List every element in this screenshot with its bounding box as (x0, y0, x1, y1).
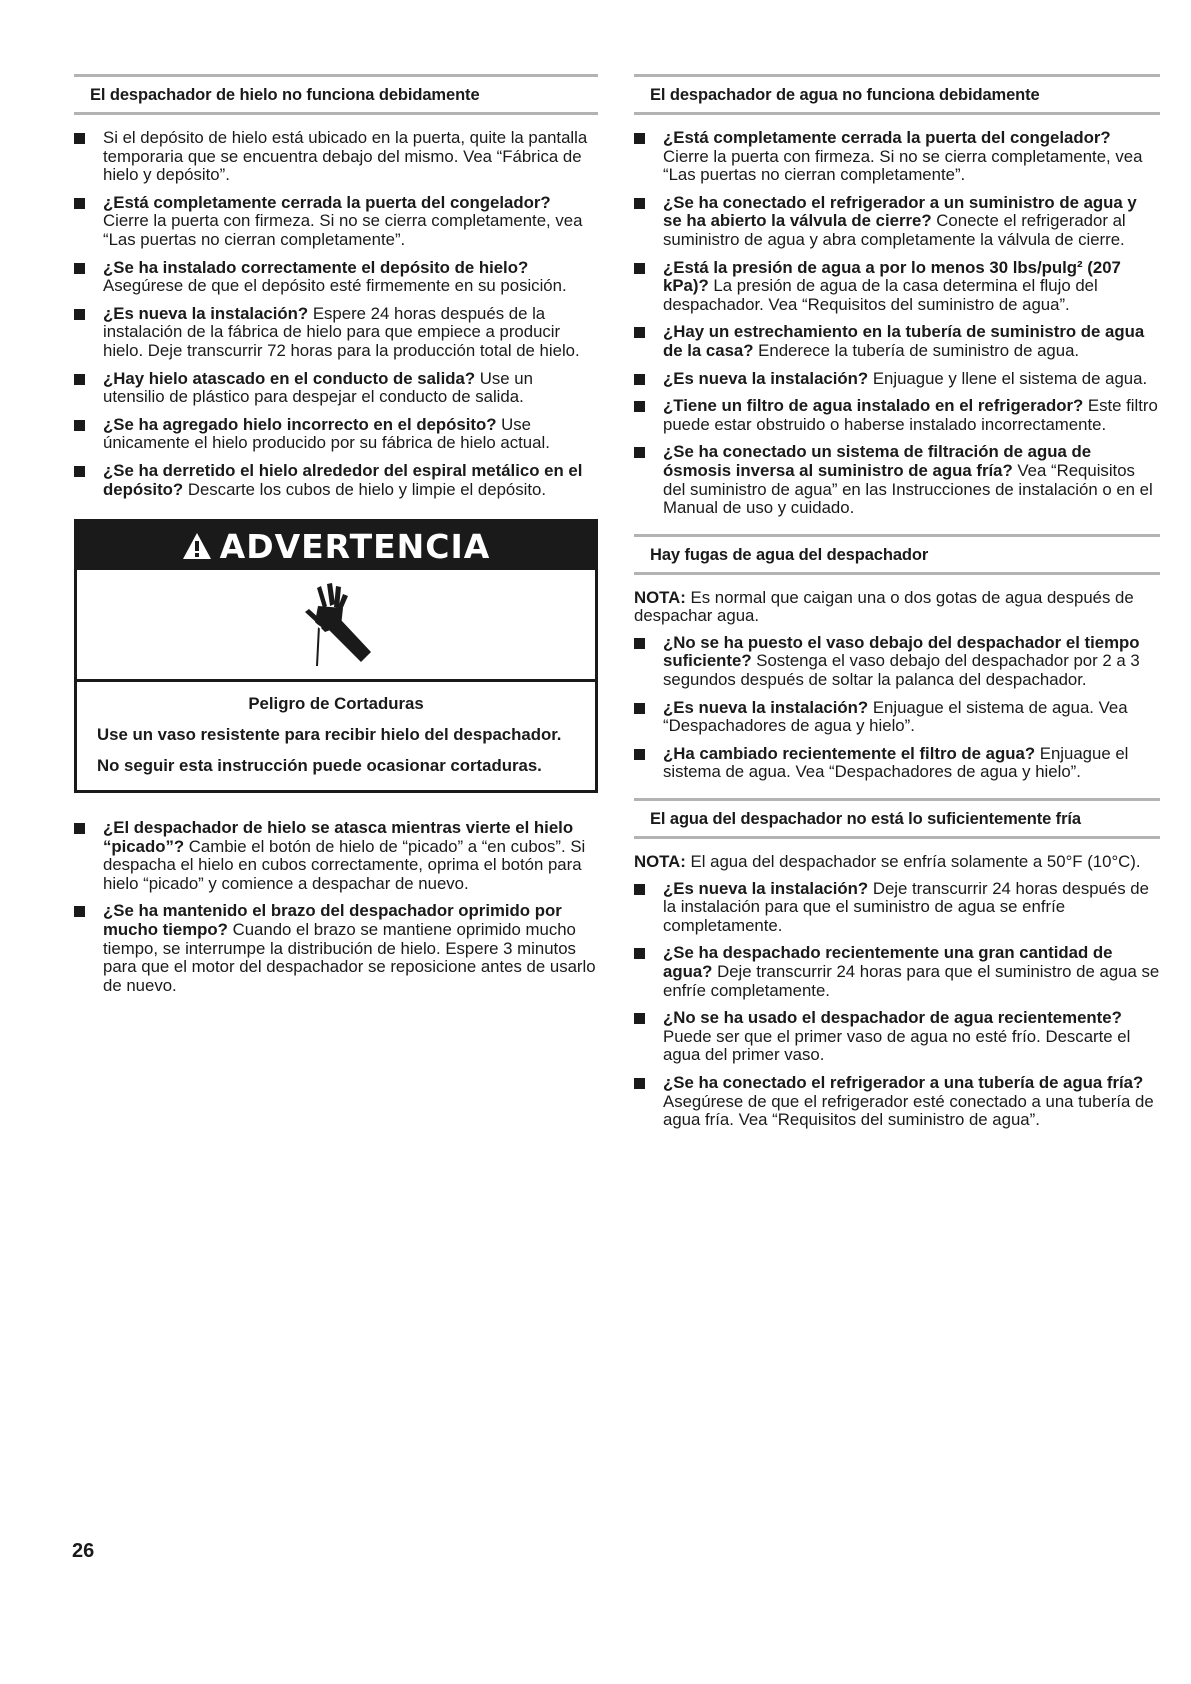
item-question: ¿Hay un estrechamiento en la tubería de suministro de agua de la casa? (663, 322, 1145, 360)
hand-cut-hazard-icon (291, 582, 381, 668)
item-list (634, 129, 1160, 518)
list-item (634, 699, 1160, 736)
list-item (74, 902, 598, 995)
item-question: ¿Se ha agregado hielo incorrecto en el depósito? (103, 414, 497, 434)
list-item (634, 634, 1160, 690)
list-item (634, 1009, 1160, 1065)
note-text: El agua del despachador se enfría solamente a 50°F (10°C). (685, 852, 1141, 872)
item-text: Conecte el refrigerador al suministro de agua y abra completamente la válvula de cierre. (663, 211, 1126, 249)
item-text: Use un utensilio de plástico para despejar el conducto de salida. (103, 368, 533, 407)
square-bullet-icon (74, 309, 85, 320)
page-number: 26 (72, 1540, 95, 1562)
list-item (74, 129, 598, 185)
item-text: La presión de agua de la casa determina el flujo del despachador. Vea “Requisitos del suministro de agua”. (663, 276, 1098, 314)
list-item (74, 370, 598, 407)
item-question: ¿Se ha derretido el hielo alrededor del espiral metálico en el depósito? (103, 460, 583, 499)
section-heading: Hay fugas de agua del despachador (634, 534, 1160, 575)
note (634, 589, 1160, 626)
square-bullet-icon (634, 1078, 645, 1089)
square-bullet-icon (634, 884, 645, 895)
square-bullet-icon (634, 948, 645, 959)
section-heading: El despachador de hielo no funciona debidamente (74, 74, 598, 115)
item-text: Este filtro puede estar obstruido o haberse instalado incorrectamente. (663, 396, 1158, 434)
list-item (74, 194, 598, 250)
list-item (634, 129, 1160, 185)
item-question: ¿El despachador de hielo se atasca mientras vierte el hielo “picado”? (103, 818, 574, 856)
item-question: ¿Tiene un filtro de agua instalado en el refrigerador? (663, 396, 1084, 416)
square-bullet-icon (634, 198, 645, 209)
square-bullet-icon (634, 1013, 645, 1024)
note-text: Es normal que caigan una o dos gotas de agua después de despachar agua. (634, 587, 1134, 626)
item-question: ¿No se ha puesto el vaso debajo del despachador el tiempo suficiente? (663, 632, 1140, 671)
item-list (74, 129, 598, 499)
item-text: Vea “Requisitos del suministro de agua” en las Instrucciones de instalación o en el Manual de uso y cuidado. (663, 460, 1153, 518)
warning-box (74, 519, 598, 793)
item-text: Si el depósito de hielo está ubicado en la puerta, quite la pantalla temporaria que se encuentra debajo del mismo. Vea “Fábrica de hielo y depósito”. (103, 128, 588, 185)
note-label: NOTA: (634, 852, 686, 872)
list-item (634, 1074, 1160, 1130)
note (634, 853, 1160, 872)
item-text: Espere 24 horas después de la instalación de la fábrica de hielo para que empiece a producir hielo. Deje transcurrir 72 horas para la producción total de hielo. (103, 303, 580, 360)
list-item (634, 323, 1160, 360)
square-bullet-icon (74, 133, 85, 144)
item-question: ¿Se ha conectado el refrigerador a una tubería de agua fría? (663, 1072, 1144, 1092)
list-item (634, 745, 1160, 782)
item-question: ¿Es nueva la instalación? (663, 697, 869, 717)
square-bullet-icon (74, 374, 85, 385)
right-column (634, 74, 1160, 1146)
list-item (634, 194, 1160, 250)
item-question: ¿Está completamente cerrada la puerta del congelador? (103, 192, 551, 212)
list-item (634, 443, 1160, 517)
section-water-dispenser (634, 74, 1160, 518)
item-question: ¿Se ha mantenido el brazo del despachador oprimido por mucho tiempo? (103, 901, 562, 940)
item-text: Descarte los cubos de hielo y limpie el depósito. (183, 479, 547, 499)
item-text: Deje transcurrir 24 horas después de la instalación para que el suministro de agua se enfríe completamente. (663, 878, 1149, 935)
square-bullet-icon (74, 420, 85, 431)
list-item (634, 259, 1160, 315)
item-question: ¿Ha cambiado recientemente el filtro de agua? (663, 743, 1036, 763)
list-item (74, 305, 598, 361)
square-bullet-icon (634, 327, 645, 338)
square-bullet-icon (74, 263, 85, 274)
item-question: ¿Se ha despachado recientemente una gran cantidad de agua? (663, 943, 1113, 981)
square-bullet-icon (634, 447, 645, 458)
item-text: Asegúrese de que el refrigerador esté conectado a una tubería de agua fría. Vea “Requisitos del suministro de agua”. (663, 1091, 1154, 1130)
section-ice-dispenser (74, 74, 598, 499)
item-question: ¿No se ha usado el despachador de agua recientemente? (663, 1008, 1122, 1028)
square-bullet-icon (634, 749, 645, 760)
section-water-not-cold (634, 798, 1160, 1130)
list-item (634, 880, 1160, 936)
warning-title: ADVERTENCIA (219, 526, 491, 566)
item-question: ¿Es nueva la instalación? (663, 368, 869, 388)
square-bullet-icon (74, 466, 85, 477)
item-text: Cambie el botón de hielo de “picado” a “en cubos”. Si despacha el hielo en cubos correctamente, oprima el botón para hielo “picado” y comience a despachar de nuevo. (103, 836, 586, 893)
item-list (634, 634, 1160, 782)
item-text: Asegúrese de que el depósito esté firmemente en su posición. (103, 276, 567, 296)
list-item (74, 416, 598, 453)
item-text: Enderece la tubería de suministro de agua. (753, 340, 1080, 360)
list-item (634, 944, 1160, 1000)
item-question: ¿Se ha instalado correctamente el depósito de hielo? (103, 257, 529, 277)
square-bullet-icon (74, 906, 85, 917)
warning-subtitle: Peligro de Cortaduras (248, 694, 424, 714)
item-text: Puede ser que el primer vaso de agua no esté frío. Descarte el agua del primer vaso. (663, 1026, 1131, 1065)
item-question: ¿Se ha conectado un sistema de filtración de agua de ósmosis inversa al suministro de agua fría? (663, 442, 1092, 480)
section-heading: El despachador de agua no funciona debidamente (634, 74, 1160, 115)
section-ice-dispenser-continued (74, 819, 598, 995)
item-text: Enjuague el sistema de agua. Vea “Despachadores de agua y hielo”. (663, 743, 1129, 782)
warning-text: Use un vaso resistente para recibir hielo del despachador. (97, 725, 562, 745)
square-bullet-icon (634, 638, 645, 649)
item-list (634, 880, 1160, 1130)
item-text: Sostenga el vaso debajo del despachador por 2 a 3 segundos después de soltar la palanca del despachador. (663, 651, 1140, 690)
square-bullet-icon (634, 263, 645, 274)
item-text: Cierre la puerta con firmeza. Si no se cierra completamente, vea “Las puertas no cierran completamente”. (103, 211, 583, 249)
item-question: ¿Es nueva la instalación? (663, 878, 869, 898)
square-bullet-icon (74, 198, 85, 209)
item-text: Enjuague y llene el sistema de agua. (868, 368, 1148, 388)
item-text: Cierre la puerta con firmeza. Si no se cierra completamente, vea “Las puertas no cierran completamente”. (663, 146, 1143, 185)
item-question: ¿Se ha conectado el refrigerador a un suministro de agua y se ha abierto la válvula de cierre? (663, 192, 1137, 231)
item-list (74, 819, 598, 995)
list-item (74, 819, 598, 893)
item-question: ¿Está completamente cerrada la puerta del congelador? (663, 128, 1111, 147)
square-bullet-icon (74, 823, 85, 834)
warning-body (77, 682, 595, 790)
list-item (634, 397, 1160, 434)
square-bullet-icon (634, 133, 645, 144)
warning-image (77, 570, 595, 682)
square-bullet-icon (634, 401, 645, 412)
item-text: Enjuague el sistema de agua. Vea “Despachadores de agua y hielo”. (663, 697, 1128, 736)
square-bullet-icon (634, 374, 645, 385)
item-text: Cuando el brazo se mantiene oprimido mucho tiempo, se interrumpe la distribución de hielo. Espere 3 minutos para que el motor del despachador se reposicione antes de usarlo de nuevo. (103, 920, 596, 995)
list-item (634, 370, 1160, 389)
warning-header (77, 522, 595, 570)
section-heading: El agua del despachador no está lo suficientemente fría (634, 798, 1160, 839)
warning-text: No seguir esta instrucción puede ocasionar cortaduras. (97, 756, 542, 776)
item-text: Use únicamente el hielo producido por su fábrica de hielo actual. (103, 414, 550, 453)
left-column (74, 74, 598, 1011)
item-question: ¿Hay hielo atascado en el conducto de salida? (103, 368, 476, 388)
list-item (74, 462, 598, 499)
item-text: Deje transcurrir 24 horas para que el suministro de agua se enfríe completamente. (663, 962, 1160, 1000)
square-bullet-icon (634, 703, 645, 714)
warning-triangle-icon (182, 532, 212, 560)
item-question: ¿Está la presión de agua a por lo menos 30 lbs/pulg² (207 kPa)? (663, 257, 1121, 296)
item-question: ¿Es nueva la instalación? (103, 303, 309, 323)
section-water-leaks (634, 534, 1160, 782)
list-item (74, 259, 598, 296)
note-label: NOTA: (634, 587, 686, 607)
